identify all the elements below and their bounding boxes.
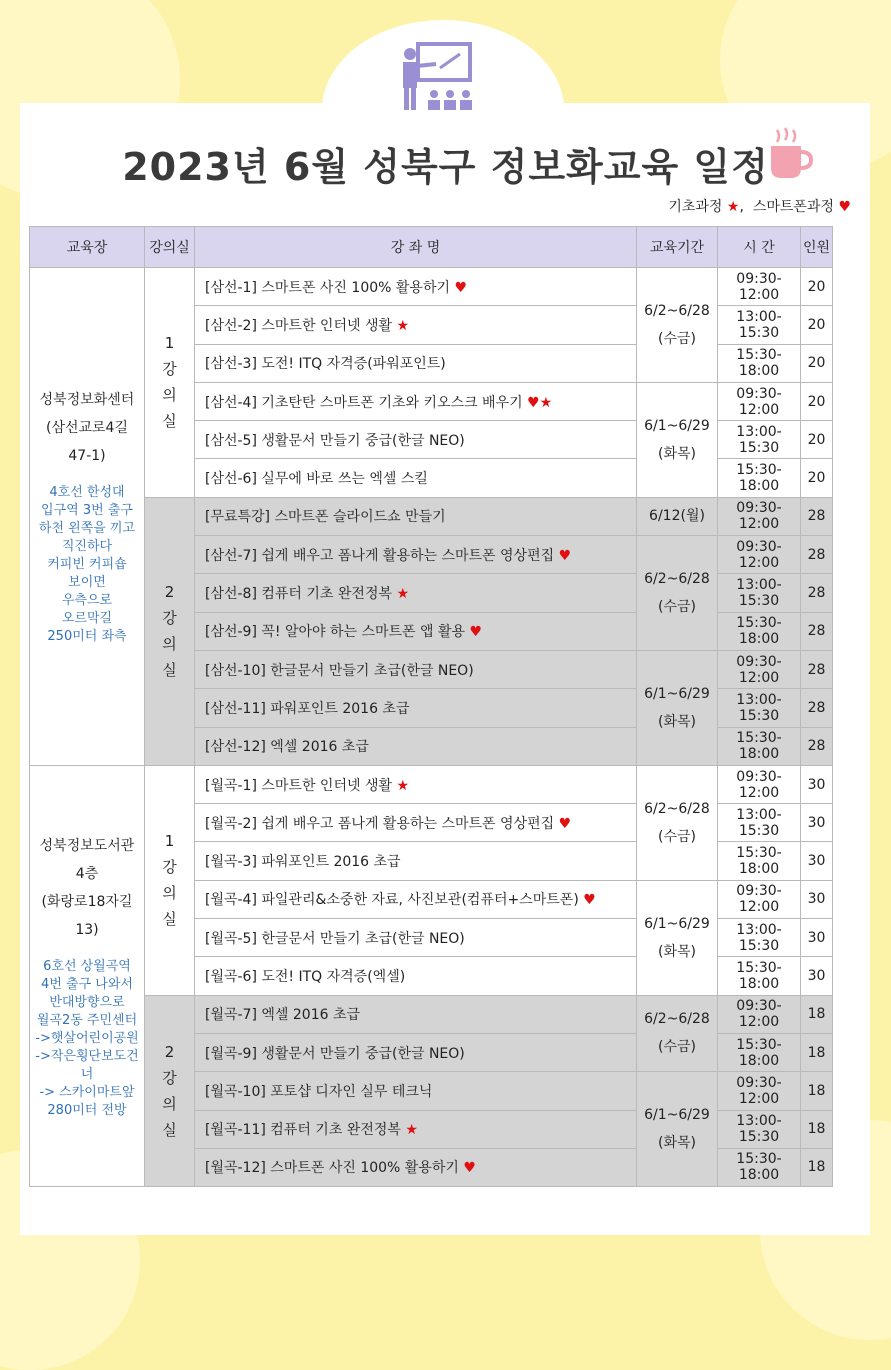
count-cell: 18	[801, 1072, 833, 1110]
venue-name-line: 13)	[75, 921, 99, 938]
period-line: 6/2~6/28	[644, 1011, 710, 1028]
time-cell: 15:30-18:00	[718, 1033, 801, 1071]
count-cell: 30	[801, 804, 833, 842]
room-char: 실	[162, 1120, 177, 1139]
course-name: [삼선-12] 엑셀 2016 초급	[205, 739, 369, 756]
course-name-cell	[195, 268, 637, 306]
time-cell: 15:30-18:00	[718, 344, 801, 382]
course-name-cell	[195, 306, 637, 344]
course-mark-icon: ♥	[558, 815, 572, 832]
count-cell: 20	[801, 268, 833, 306]
direction-line: 월곡2동 주민센터	[36, 1012, 138, 1028]
course-name-cell	[195, 612, 637, 650]
course-name-cell	[195, 804, 637, 842]
period-cell	[637, 268, 718, 383]
course-mark-icon: ♥	[463, 1160, 476, 1177]
course-name: [삼선-8] 컴퓨터 기초 완전정복	[205, 586, 392, 603]
period-cell	[637, 650, 718, 765]
table-header-row	[30, 227, 833, 268]
period-line: (화목)	[658, 713, 696, 730]
time-cell: 09:30-12:00	[718, 995, 801, 1033]
legend	[668, 196, 851, 216]
course-name: [월곡-1] 스마트한 인터넷 생활	[205, 777, 392, 794]
period-line: 6/12(월)	[649, 508, 705, 525]
time-cell: 09:30-12:00	[718, 497, 801, 535]
direction-line: 하천 왼쪽을 끼고	[38, 521, 136, 537]
course-name: [삼선-4] 기초탄탄 스마트폰 기초와 키오스크 배우기	[205, 394, 523, 411]
course-name: [월곡-4] 파일관리&소중한 자료, 사진보관(컴퓨터+스마트폰)	[205, 892, 579, 909]
course-name: [월곡-9] 생활문서 만들기 중급(한글 NEO)	[205, 1045, 465, 1062]
time-cell: 13:00-15:30	[718, 689, 801, 727]
venue-cell	[30, 268, 145, 766]
course-mark-icon: ★	[405, 1122, 418, 1139]
count-cell: 30	[801, 957, 833, 995]
period-line: 6/2~6/28	[644, 800, 710, 817]
course-name: [월곡-5] 한글문서 만들기 초급(한글 NEO)	[205, 930, 465, 947]
direction-line: 우측으로	[61, 593, 113, 609]
count-cell: 20	[801, 306, 833, 344]
count-cell: 20	[801, 459, 833, 497]
course-name: [월곡-7] 엑셀 2016 초급	[205, 1007, 361, 1024]
course-name: [삼선-1] 스마트폰 사진 100% 활용하기	[205, 279, 450, 296]
room-char: 강	[162, 858, 177, 877]
period-cell	[637, 995, 718, 1072]
time-cell: 13:00-15:30	[718, 306, 801, 344]
course-name-cell	[195, 995, 637, 1033]
count-cell: 30	[801, 880, 833, 918]
count-cell: 20	[801, 344, 833, 382]
header-period: 교육기간	[637, 227, 718, 268]
room-number: 1	[164, 334, 175, 353]
period-line: (수금)	[658, 599, 696, 616]
direction-line: 6호선 상월곡역	[43, 958, 131, 974]
course-name-cell	[195, 497, 637, 535]
time-cell: 15:30-18:00	[718, 842, 801, 880]
course-name: [삼선-7] 쉽게 배우고 폼나게 활용하는 스마트폰 영상편집	[205, 547, 555, 564]
room-number: 1	[164, 832, 175, 851]
count-cell: 18	[801, 1148, 833, 1186]
direction-line: 오르막길	[61, 611, 113, 627]
count-cell: 28	[801, 650, 833, 688]
room-char: 강	[162, 609, 177, 628]
count-cell: 28	[801, 612, 833, 650]
period-cell	[637, 497, 718, 535]
direction-line: -> 스카이마트앞	[39, 1084, 135, 1100]
course-mark-icon: ♥	[469, 624, 483, 641]
time-cell: 15:30-18:00	[718, 459, 801, 497]
venue-name-line: 성북정보도서관	[39, 837, 135, 854]
course-mark-icon: ★	[396, 586, 410, 603]
course-name: [삼선-9] 꼭! 알아야 하는 스마트폰 앱 활용	[205, 624, 466, 641]
count-cell: 20	[801, 382, 833, 420]
course-name: [월곡-6] 도전! ITQ 자격증(엑셀)	[205, 968, 406, 985]
course-name-cell	[195, 382, 637, 420]
period-cell	[637, 880, 718, 995]
table-row	[30, 995, 833, 1033]
course-mark-icon: ♥	[454, 279, 468, 296]
legend-heart-icon: ♥	[838, 199, 851, 215]
direction-line: 반대방향으로	[49, 994, 125, 1010]
count-cell: 18	[801, 1110, 833, 1148]
table-row	[30, 268, 833, 306]
time-cell: 09:30-12:00	[718, 536, 801, 574]
course-name: [월곡-12] 스마트폰 사진 100% 활용하기	[205, 1160, 459, 1177]
course-mark-icon: ♥★	[527, 394, 553, 411]
count-cell: 20	[801, 421, 833, 459]
period-line: (화목)	[658, 943, 696, 960]
course-name-cell	[195, 842, 637, 880]
room-char: 강	[162, 1068, 177, 1087]
room-number: 2	[164, 1042, 175, 1061]
count-cell: 28	[801, 497, 833, 535]
venue-name-line: (삼선교로4길	[46, 420, 128, 437]
period-line: (수금)	[658, 1039, 696, 1056]
table-row	[30, 765, 833, 803]
page-title: 2023년 6월 성북구 정보화교육 일정	[122, 145, 769, 189]
coffee-cup-icon	[765, 126, 815, 182]
time-cell: 09:30-12:00	[718, 650, 801, 688]
direction-line: 280미터 전방	[47, 1102, 127, 1118]
time-cell: 15:30-18:00	[718, 1148, 801, 1186]
count-cell: 30	[801, 765, 833, 803]
room-cell	[145, 765, 195, 995]
direction-line: 4번 출구 나와서	[41, 976, 133, 992]
course-name: [삼선-10] 한글문서 만들기 초급(한글 NEO)	[205, 662, 474, 679]
count-cell: 30	[801, 842, 833, 880]
count-cell: 28	[801, 727, 833, 765]
course-name: [월곡-2] 쉽게 배우고 폼나게 활용하는 스마트폰 영상편집	[205, 815, 555, 832]
course-name-cell	[195, 574, 637, 612]
room-char: 실	[162, 661, 177, 680]
course-name-cell	[195, 459, 637, 497]
count-cell: 28	[801, 689, 833, 727]
course-name-cell	[195, 919, 637, 957]
legend-separator: ,	[739, 199, 744, 215]
direction-line: 4호선 한성대	[49, 485, 125, 501]
course-name-cell	[195, 421, 637, 459]
time-cell: 13:00-15:30	[718, 919, 801, 957]
direction-line: 250미터 좌측	[47, 629, 127, 645]
schedule-table	[29, 226, 833, 1187]
period-line: 6/1~6/29	[644, 685, 710, 702]
course-name-cell	[195, 957, 637, 995]
period-cell	[637, 382, 718, 497]
header-time: 시 간	[718, 227, 801, 268]
room-char: 의	[162, 386, 177, 405]
course-name: [무료특강] 스마트폰 슬라이드쇼 만들기	[205, 509, 446, 526]
time-cell: 15:30-18:00	[718, 727, 801, 765]
legend-star-icon: ★	[726, 199, 740, 215]
room-char: 실	[162, 412, 177, 431]
count-cell: 30	[801, 919, 833, 957]
course-name: [월곡-10] 포토샵 디자인 실무 테크닉	[205, 1083, 433, 1100]
period-line: 6/1~6/29	[644, 417, 710, 434]
count-cell: 28	[801, 536, 833, 574]
course-name-cell	[195, 1033, 637, 1071]
legend-basic-label: 기초과정	[668, 199, 723, 215]
course-name-cell	[195, 1072, 637, 1110]
course-name-cell	[195, 1148, 637, 1186]
course-name-cell	[195, 536, 637, 574]
venue-name-line: 47-1)	[68, 448, 106, 465]
course-mark-icon: ♥	[558, 547, 572, 564]
legend-smart-label: 스마트폰과정	[752, 199, 834, 215]
time-cell: 15:30-18:00	[718, 612, 801, 650]
time-cell: 09:30-12:00	[718, 765, 801, 803]
room-char: 의	[162, 884, 177, 903]
time-cell: 15:30-18:00	[718, 957, 801, 995]
time-cell: 13:00-15:30	[718, 1110, 801, 1148]
course-name: [삼선-6] 실무에 바로 쓰는 엑셀 스킬	[205, 471, 428, 488]
time-cell: 13:00-15:30	[718, 804, 801, 842]
course-name-cell	[195, 1110, 637, 1148]
room-char: 의	[162, 635, 177, 654]
time-cell: 09:30-12:00	[718, 382, 801, 420]
time-cell: 13:00-15:30	[718, 421, 801, 459]
period-cell	[637, 765, 718, 880]
direction-line: 보이면	[68, 575, 106, 591]
venue-cell	[30, 765, 145, 1186]
count-cell: 18	[801, 1033, 833, 1071]
direction-line: ->작은횡단보도건너	[35, 1048, 139, 1082]
course-name-cell	[195, 344, 637, 382]
course-name-cell	[195, 650, 637, 688]
venue-directions	[30, 958, 144, 1120]
room-cell	[145, 995, 195, 1186]
header-room: 강의실	[145, 227, 195, 268]
period-line: 6/1~6/29	[644, 1107, 710, 1124]
count-cell: 18	[801, 995, 833, 1033]
direction-line: 입구역 3번 출구	[41, 503, 133, 519]
room-cell	[145, 497, 195, 765]
time-cell: 09:30-12:00	[718, 268, 801, 306]
direction-line: ->햇살어린이공원	[35, 1030, 139, 1046]
table-row	[30, 497, 833, 535]
venue-name-line: (화랑로18자길	[41, 893, 133, 910]
course-name-cell	[195, 765, 637, 803]
period-cell	[637, 536, 718, 651]
venue-name-line: 4층	[75, 865, 99, 882]
time-cell: 09:30-12:00	[718, 1072, 801, 1110]
count-cell: 28	[801, 574, 833, 612]
period-line: (화목)	[658, 445, 696, 462]
time-cell: 09:30-12:00	[718, 880, 801, 918]
room-char: 의	[162, 1094, 177, 1113]
course-name-cell	[195, 880, 637, 918]
course-name: [월곡-11] 컴퓨터 기초 완전정복	[205, 1122, 401, 1139]
header-count: 인원	[801, 227, 833, 268]
room-char: 강	[162, 360, 177, 379]
course-mark-icon: ★	[396, 317, 410, 334]
course-name: [삼선-5] 생활문서 만들기 중급(한글 NEO)	[205, 432, 465, 449]
period-cell	[637, 1072, 718, 1187]
course-name-cell	[195, 689, 637, 727]
course-mark-icon: ♥	[583, 892, 596, 909]
venue-name-line: 성북정보화센터	[39, 392, 135, 409]
course-name-cell	[195, 727, 637, 765]
header-course: 강 좌 명	[195, 227, 637, 268]
course-name: [삼선-3] 도전! ITQ 자격증(파워포인트)	[205, 356, 446, 373]
period-line: 6/2~6/28	[644, 571, 710, 588]
course-name: [삼선-2] 스마트한 인터넷 생활	[205, 317, 392, 334]
period-line: (화목)	[658, 1135, 696, 1152]
course-name: [월곡-3] 파워포인트 2016 초급	[205, 854, 401, 871]
period-line: (수금)	[658, 330, 696, 347]
period-line: (수금)	[658, 828, 696, 845]
room-cell	[145, 268, 195, 498]
course-name: [삼선-11] 파워포인트 2016 초급	[205, 700, 410, 717]
room-char: 실	[162, 910, 177, 929]
time-cell: 13:00-15:30	[718, 574, 801, 612]
direction-line: 커피빈 커피숍	[47, 557, 127, 573]
header-venue: 교육장	[30, 227, 145, 268]
venue-directions	[30, 484, 144, 646]
period-line: 6/2~6/28	[644, 302, 710, 319]
period-line: 6/1~6/29	[644, 915, 710, 932]
course-mark-icon: ★	[396, 777, 410, 794]
teacher-board-icon	[400, 40, 480, 112]
direction-line: 직진하다	[61, 539, 113, 555]
room-number: 2	[164, 583, 175, 602]
